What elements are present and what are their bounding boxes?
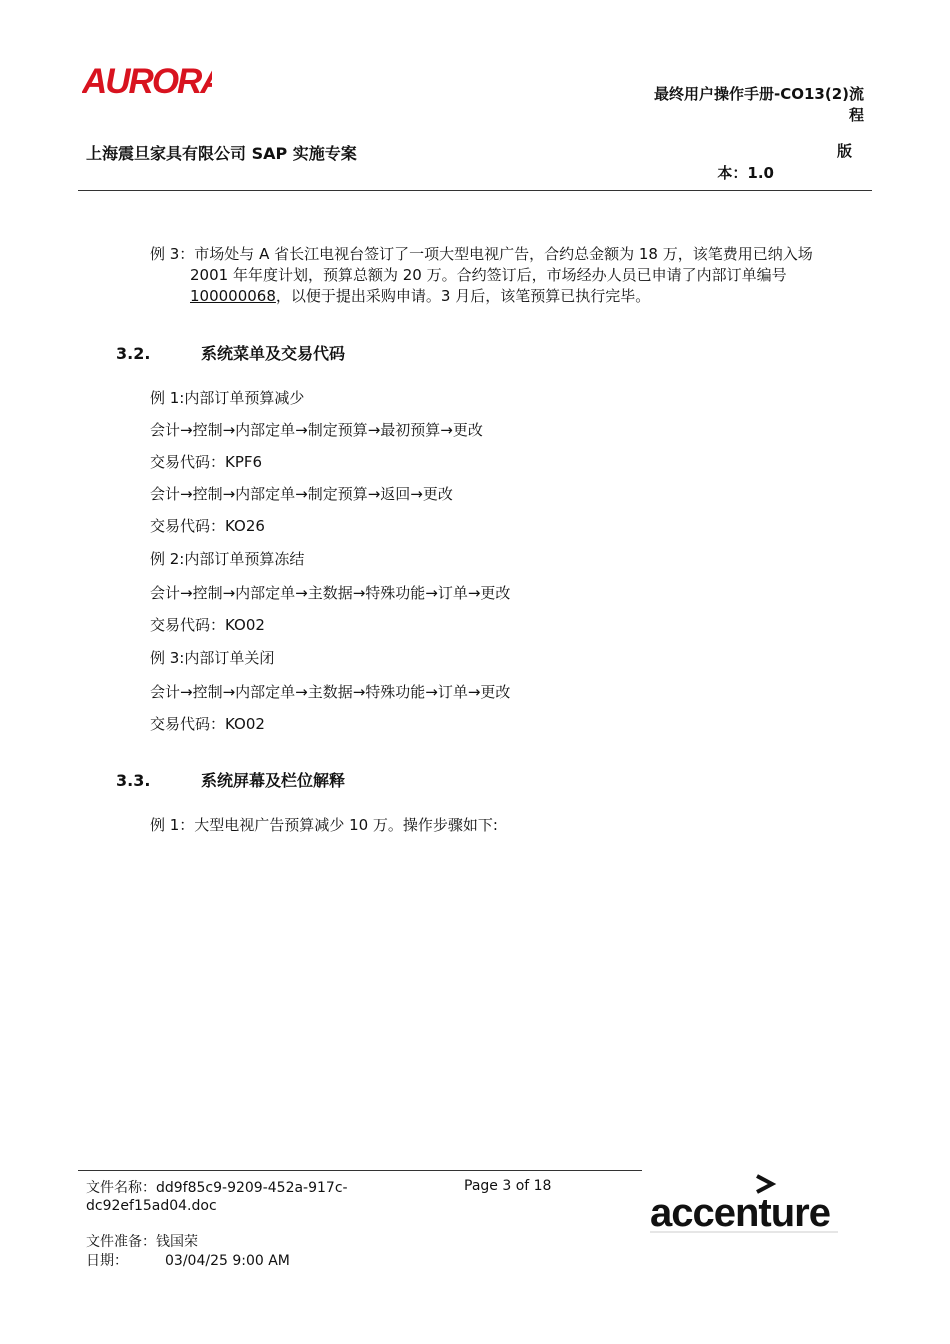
section-3-3-heading bbox=[116, 768, 345, 791]
section-3-2-heading bbox=[116, 341, 345, 364]
page-number: Page 3 of 18 bbox=[464, 1178, 552, 1194]
aurora-logo-text: AURORA bbox=[82, 62, 212, 98]
section-number: 3.2. bbox=[116, 344, 151, 363]
doc-title bbox=[624, 84, 864, 126]
accenture-logo bbox=[650, 1170, 840, 1234]
example3-line1: 例 3：市场处与 A 省长江电视台签订了一项大型电视广告，合约总金额为 18 万，该笔费用已纳入场 bbox=[150, 245, 813, 263]
doc-title-line1: 最终用户操作手册-CO13(2)流 bbox=[653, 85, 864, 103]
menu-line: 例 2:内部订单预算冻结 bbox=[150, 550, 305, 568]
accenture-chevron-icon bbox=[757, 1176, 772, 1192]
aurora-logo bbox=[82, 62, 212, 98]
menu-line: 交易代码：KPF6 bbox=[150, 453, 263, 471]
menu-line: 会计→控制→内部定单→制定预算→返回→更改 bbox=[150, 485, 453, 503]
example3-line3-rest: ，以便于提出采购申请。3 月后，该笔预算已执行完毕。 bbox=[275, 287, 651, 305]
example3-line2: 2001 年年度计划，预算总额为 20 万。合约签订后，市场经办人员已申请了内部订单编号 bbox=[190, 266, 787, 284]
date-value: 03/04/25 9:00 AM bbox=[165, 1253, 290, 1269]
example3-paragraph bbox=[150, 244, 866, 307]
file-name-line1: 文件名称：dd9f85c9-9209-452a-917c- bbox=[86, 1180, 348, 1196]
section-number: 3.3. bbox=[116, 771, 151, 790]
example-step: 例 1：大型电视广告预算减少 10 万。操作步骤如下: bbox=[150, 816, 498, 834]
menu-line: 例 1:内部订单预算减少 bbox=[150, 389, 305, 407]
file-name-line2: dc92ef15ad04.doc bbox=[86, 1198, 217, 1214]
date-label: 日期： bbox=[86, 1253, 128, 1269]
prepared-by: 文件准备：钱国荣 bbox=[86, 1234, 198, 1250]
section-title: 系统屏幕及栏位解释 bbox=[201, 771, 346, 790]
order-number: 100000068 bbox=[190, 287, 276, 305]
project-title: 上海震旦家具有限公司 SAP 实施专案 bbox=[86, 144, 357, 163]
menu-line: 会计→控制→内部定单→主数据→特殊功能→订单→更改 bbox=[150, 584, 511, 602]
menu-line: 交易代码：KO26 bbox=[150, 517, 265, 535]
section-title: 系统菜单及交易代码 bbox=[201, 344, 346, 363]
menu-line: 会计→控制→内部定单→主数据→特殊功能→订单→更改 bbox=[150, 683, 511, 701]
menu-line: 会计→控制→内部定单→制定预算→最初预算→更改 bbox=[150, 421, 483, 439]
menu-line: 交易代码：KO02 bbox=[150, 616, 265, 634]
version-label: 本：1.0 bbox=[717, 164, 774, 182]
footer-divider bbox=[78, 1170, 642, 1171]
header-divider bbox=[78, 190, 872, 191]
doc-title-line2: 程 bbox=[848, 106, 864, 124]
file-name bbox=[86, 1179, 348, 1215]
accenture-logo-text: accenture bbox=[650, 1191, 830, 1234]
menu-line: 例 3:内部订单关闭 bbox=[150, 649, 275, 667]
menu-line: 交易代码：KO02 bbox=[150, 715, 265, 733]
example3-line3 bbox=[150, 286, 866, 307]
version-char: 版 bbox=[836, 142, 852, 160]
